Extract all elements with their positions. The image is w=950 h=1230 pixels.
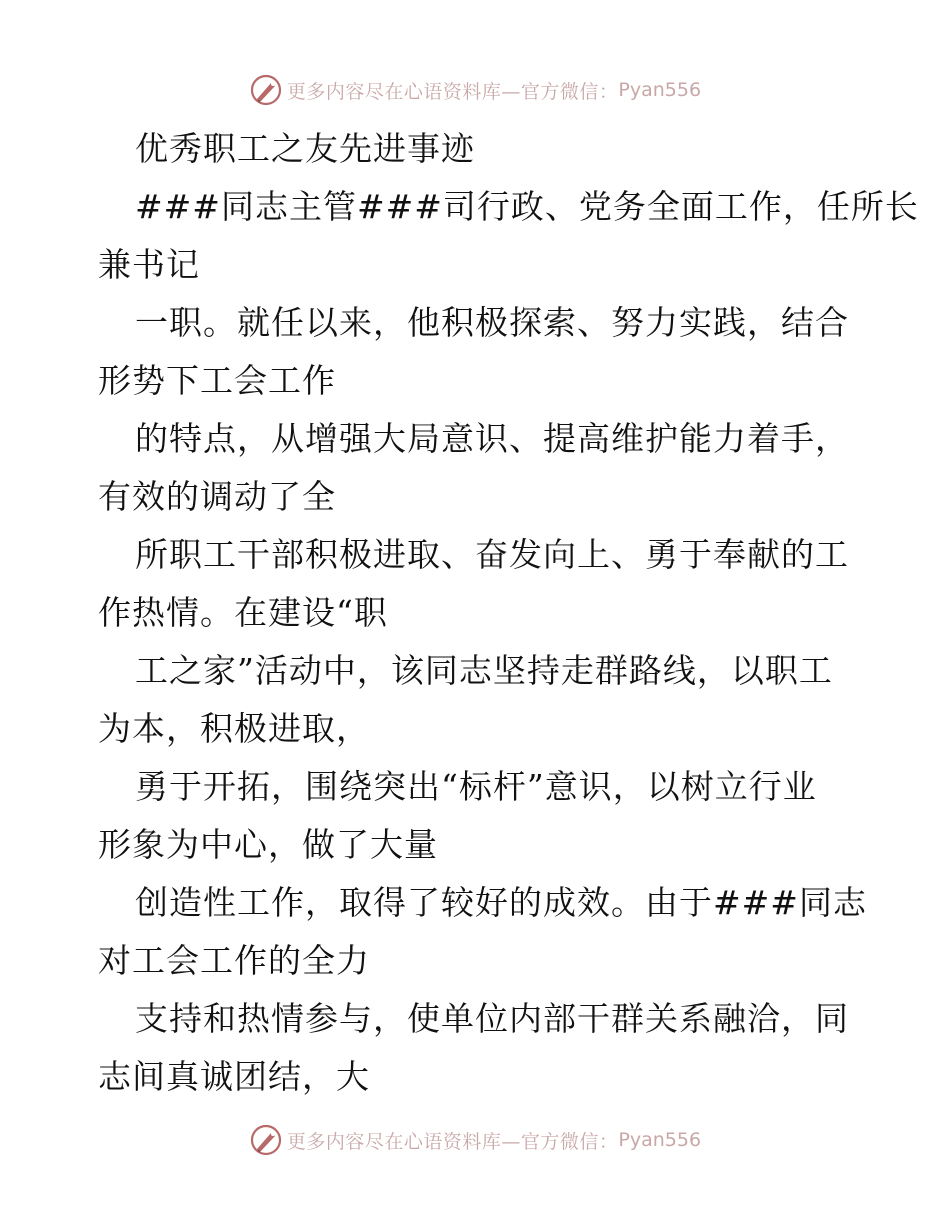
pen-logo-icon [249, 73, 283, 107]
text-line: 有效的调动了全 [98, 477, 336, 516]
text-line: 支持和热情参与，使单位内部干群关系融洽，同 [135, 999, 849, 1038]
text-line: 创造性工作，取得了较好的成效。由于###同志 [135, 883, 867, 922]
document-title: 优秀职工之友先进事迹 [135, 129, 475, 168]
header-banner-id: Pyan556 [618, 79, 702, 101]
text-line: 对工会工作的全力 [98, 941, 370, 980]
footer-banner-text: 更多内容尽在心语资料库—官方微信： [286, 1130, 619, 1153]
text-line: 工之家”活动中，该同志坚持走群路线，以职工 [135, 651, 833, 690]
pen-logo-icon [249, 1123, 283, 1157]
text-line: 形势下工会工作 [98, 361, 336, 400]
text-line: 兼书记 [98, 245, 200, 284]
footer-banner-id: Pyan556 [618, 1129, 702, 1151]
text-line: 作热情。在建设“职 [98, 593, 388, 632]
header-banner-text: 更多内容尽在心语资料库—官方微信： [286, 80, 619, 103]
text-line: 形象为中心，做了大量 [98, 825, 438, 864]
text-line: 一职。就任以来，他积极探索、努力实践，结合 [135, 303, 849, 342]
text-line: 所职工干部积极进取、奋发向上、勇于奉献的工 [135, 535, 849, 574]
text-line: 志间真诚团结，大 [98, 1057, 370, 1096]
text-line: ###同志主管###司行政、党务全面工作，任所长 [135, 187, 919, 226]
text-line: 为本，积极进取， [98, 709, 370, 748]
document-body [98, 120, 919, 1106]
text-line: 勇于开拓，围绕突出“标杆”意识，以树立行业 [135, 767, 817, 806]
footer-banner [0, 1120, 950, 1160]
text-line: 的特点，从增强大局意识、提高维护能力着手， [135, 419, 849, 458]
header-banner [0, 70, 950, 110]
